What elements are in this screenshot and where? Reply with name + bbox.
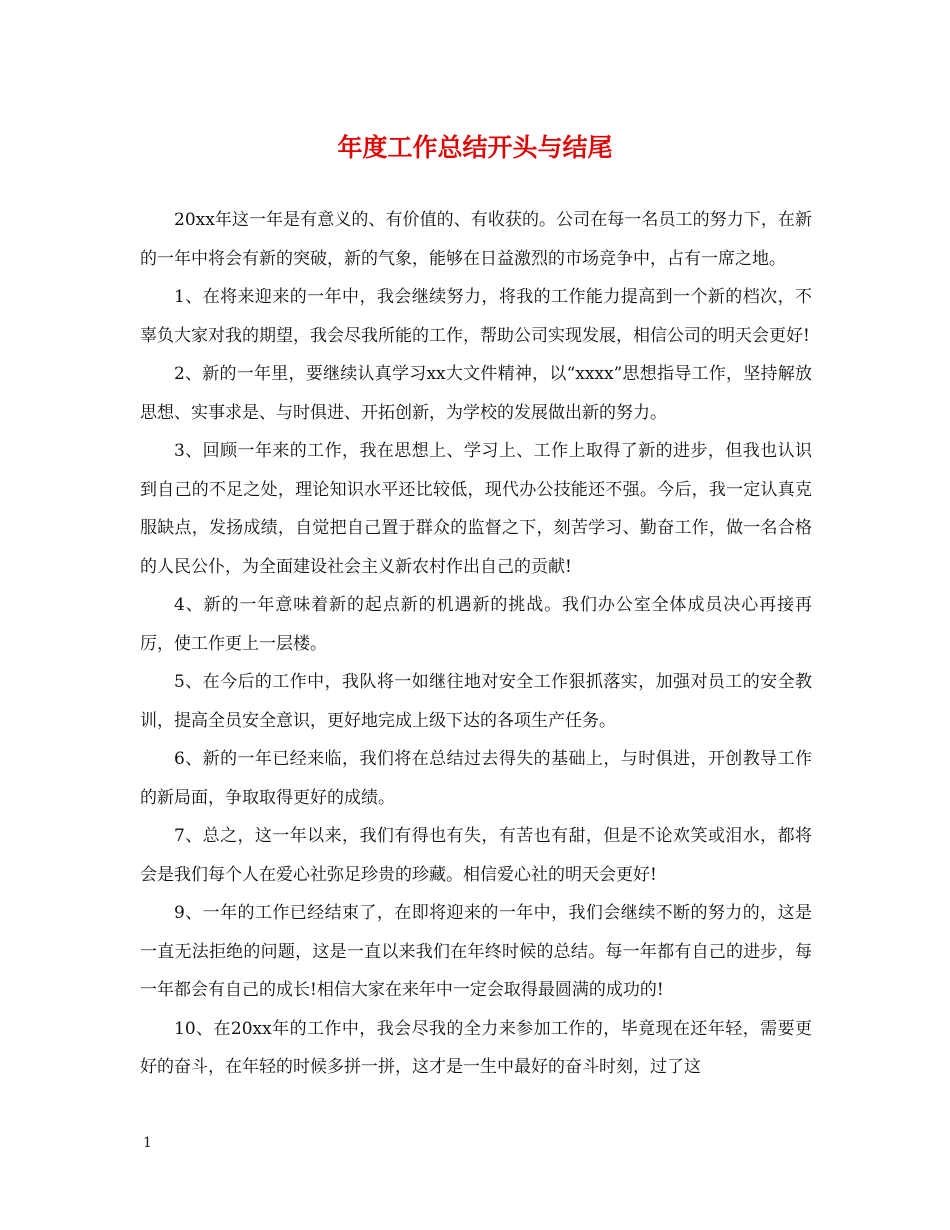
paragraph-item-3: 3、回顾一年来的工作，我在思想上、学习上、工作上取得了新的进步，但我也认识到自己的不足之处，理论知识水平还比较低，现代办公技能还不强。今后，我一定认真克服缺点，发扬成绩，自觉把自己置于群众的监督之下，刻苦学习、勤奋工作，做一名合格的人民公仆，为全面建设社会主义新农村作出自己的贡献! [140,441,812,577]
paragraph-item-10: 10、在20xx年的工作中，我会尽我的全力来参加工作的，毕竟现在还年轻，需要更好的奋斗，在年轻的时候多拼一拼，这才是一生中最好的奋斗时刻，过了这 [140,1018,812,1077]
paragraph-item-4: 4、新的一年意味着新的起点新的机遇新的挑战。我们办公室全体成员决心再接再厉，使工作更上一层楼。 [140,595,812,654]
page-number: 1 [143,1135,152,1151]
paragraph-item-9: 9、一年的工作已经结束了，在即将迎来的一年中，我们会继续不断的努力的，这是一直无法拒绝的问题，这是一直以来我们在年终时候的总结。每一年都有自己的进步，每一年都会有自己的成长!相信大家在来年中一定会取得最圆满的成功的! [140,903,812,1000]
paragraph-item-5: 5、在今后的工作中，我队将一如继往地对安全工作狠抓落实，加强对员工的安全教训，提高全员安全意识，更好地完成上级下达的各项生产任务。 [140,672,812,731]
document-title: 年度工作总结开头与结尾 [337,133,613,162]
paragraph-item-1: 1、在将来迎来的一年中，我会继续努力，将我的工作能力提高到一个新的档次，不辜负大家对我的期望，我会尽我所能的工作，帮助公司实现发展，相信公司的明天会更好! [140,287,812,346]
paragraph-item-7: 7、总之，这一年以来，我们有得也有失，有苦也有甜，但是不论欢笑或泪水，都将会是我们每个人在爱心社弥足珍贵的珍藏。相信爱心社的明天会更好! [140,826,812,885]
paragraph-item-6: 6、新的一年已经来临，我们将在总结过去得失的基础上，与时俱进，开创教导工作的新局面，争取取得更好的成绩。 [140,749,812,808]
paragraph-intro: 20xx年这一年是有意义的、有价值的、有收获的。公司在每一名员工的努力下，在新的一年中将会有新的突破，新的气象，能够在日益激烈的市场竞争中，占有一席之地。 [140,210,812,269]
document-body [140,201,812,1087]
paragraph-item-2: 2、新的一年里，要继续认真学习xx大文件精神，以“xxxx”思想指导工作，坚持解放思想、实事求是、与时俱进、开拓创新，为学校的发展做出新的努力。 [140,364,812,423]
